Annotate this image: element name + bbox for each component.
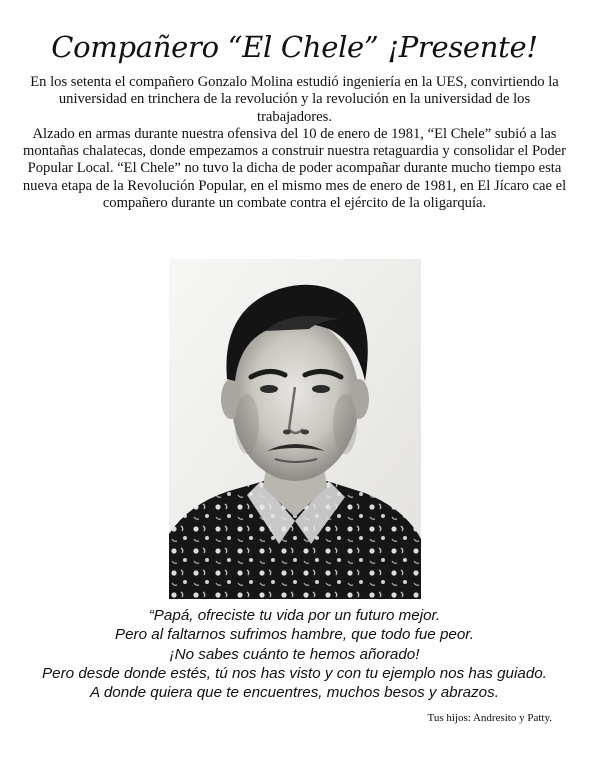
poem-line-4: Pero desde donde estés, tú nos has visto y con tu ejemplo nos has guiado. — [42, 664, 547, 682]
poem — [10, 606, 579, 702]
poem-line-3: ¡No sabes cuánto te hemos añorado! — [169, 645, 420, 663]
poem-line-1: “Papá, ofreciste tu vida por un futuro mejor. — [148, 607, 441, 624]
poem-line-2: Pero al faltarnos sufrimos hambre, que todo fue peor. — [114, 626, 475, 644]
poem-line-5: A donde quiera que te encuentres, muchos besos y abrazos. — [90, 684, 499, 702]
page-title: Compañero “El Chele” ¡Presente! — [51, 30, 538, 64]
biography-paragraph-2: Alzado en armas durante nuestra ofensiva del 10 de enero de 1981, “El Chele” subió a las montañas chalatecas, donde empezamos a construir nuestra retaguardia y consolidar el Poder Popular Local. “El Chele” no tuvo la dicha de poder acompañar durante mucho tiempo esta nueva etapa de la Revolución Popular, en el mismo mes de enero de 1981, en El Jícaro cae el compañero durante un combate contra el ejército de la oligarquía. — [22, 125, 567, 212]
biography-paragraph-1: En los setenta el compañero Gonzalo Molina estudió ingeniería en la UES, convirtiendo la universidad en trinchera de la revolución y la revolución en la universidad de los trabajadores. — [30, 74, 559, 125]
biography-text — [20, 74, 569, 212]
signature: Tus hijos: Andresito y Patty. — [427, 712, 552, 724]
portrait-photo — [169, 259, 421, 599]
